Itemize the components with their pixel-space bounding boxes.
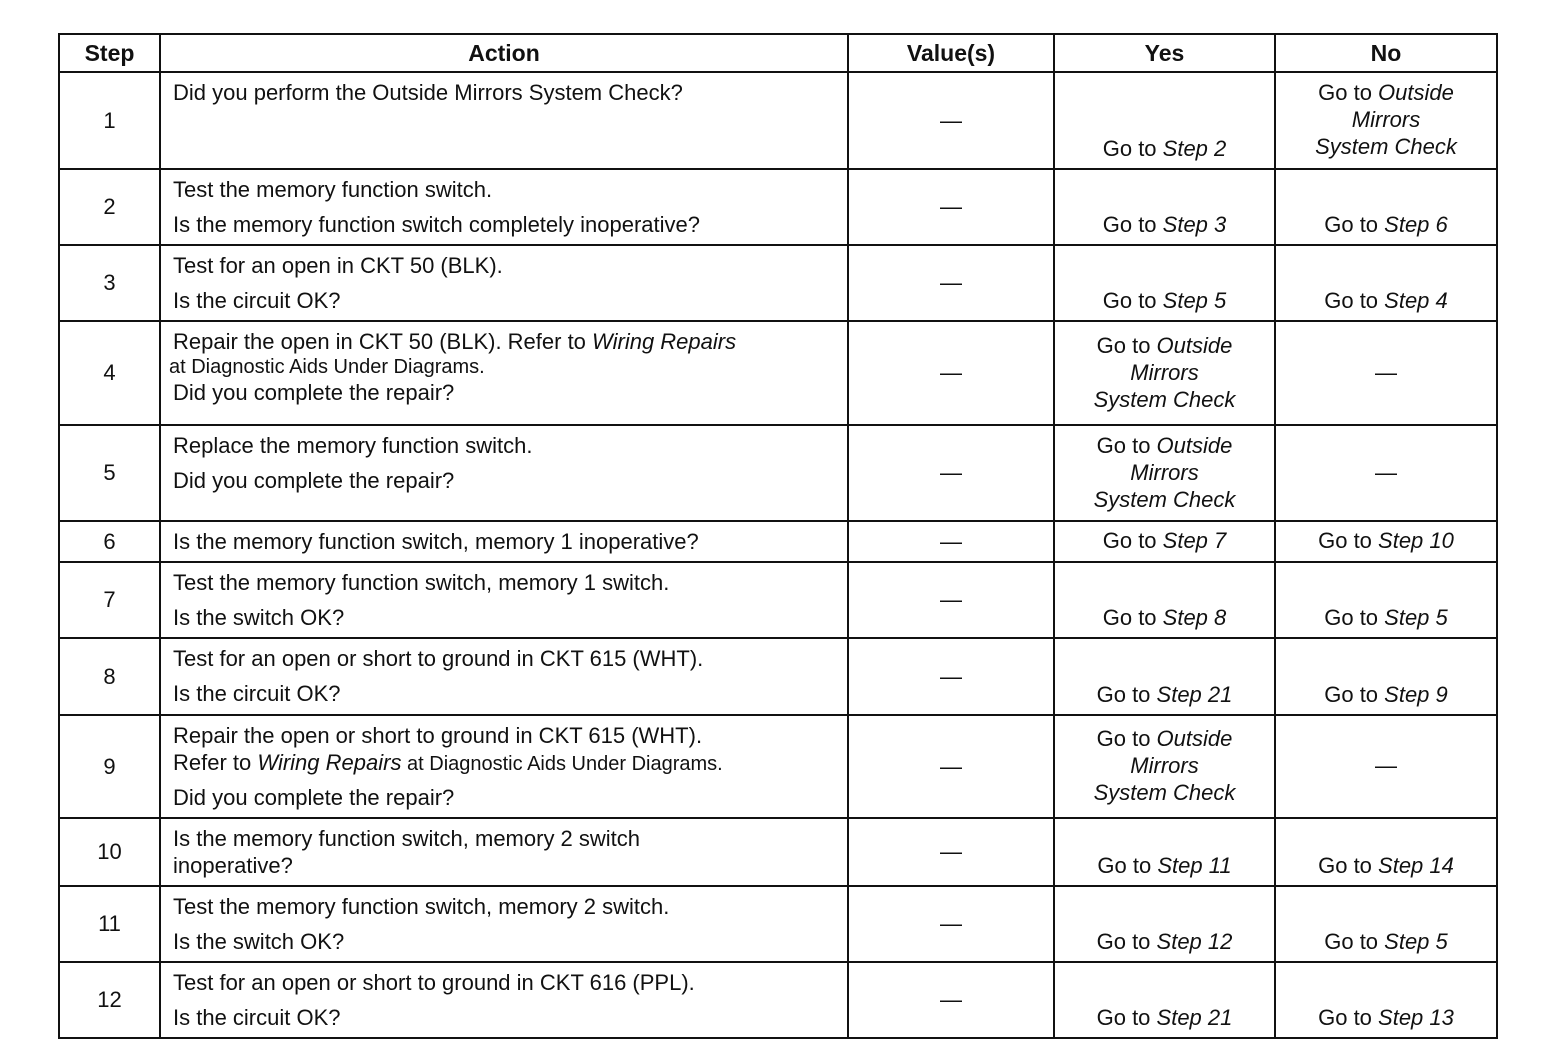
- yes-cell: [1054, 638, 1275, 715]
- value-dash: —: [848, 245, 1054, 321]
- go-to-text: Go to: [1102, 605, 1163, 630]
- action-cell: [160, 521, 848, 562]
- yes-cell: [1054, 72, 1275, 169]
- no-cell: [1275, 169, 1497, 245]
- yes-target-outside: Outside: [1156, 726, 1233, 751]
- action-question: Is the memory function switch, memory 2 switch: [173, 826, 641, 851]
- no-target: Step 9: [1384, 682, 1448, 707]
- table-row: [59, 638, 1497, 715]
- no-cell: [1275, 521, 1497, 562]
- go-to-text: Go to: [1096, 432, 1157, 458]
- step-number: 11: [59, 886, 160, 962]
- go-to-text: Go to: [1324, 929, 1385, 954]
- action-instruction: Test for an open or short to ground in CKT 615 (WHT).: [173, 646, 704, 671]
- step-number: 8: [59, 638, 160, 715]
- step-number: 7: [59, 562, 160, 638]
- step-number: 3: [59, 245, 160, 321]
- no-target-outside: Outside: [1378, 80, 1454, 105]
- no-dash: —: [1275, 425, 1497, 521]
- table-row: [59, 245, 1497, 321]
- no-target: Step 10: [1378, 528, 1454, 553]
- yes-cell: [1054, 886, 1275, 962]
- no-target: Step 5: [1384, 929, 1448, 954]
- action-cell: [160, 715, 848, 818]
- action-instruction: Test for an open in CKT 50 (BLK).: [173, 253, 503, 278]
- value-dash: —: [848, 962, 1054, 1038]
- yes-target: Step 21: [1156, 682, 1233, 707]
- action-question: Is the circuit OK?: [173, 288, 341, 313]
- action-question: Is the memory function switch completely inoperative?: [173, 212, 701, 237]
- action-instruction: Test the memory function switch, memory 1 switch.: [173, 570, 670, 595]
- no-target: Step 6: [1384, 212, 1448, 237]
- step-number: 6: [59, 521, 160, 562]
- wiring-repairs-ref: Wiring Repairs: [592, 329, 737, 354]
- no-target-system-check: System Check: [1315, 134, 1457, 159]
- action-instruction: Test for an open or short to ground in CKT 616 (PPL).: [173, 970, 695, 995]
- go-to-text: Go to: [1096, 726, 1157, 751]
- yes-target: Step 2: [1162, 136, 1227, 161]
- yes-target-outside: Outside: [1156, 332, 1233, 358]
- no-cell: [1275, 962, 1497, 1038]
- go-to-text: Go to: [1324, 605, 1385, 630]
- go-to-text: Go to: [1102, 528, 1163, 553]
- yes-target: Step 8: [1162, 605, 1227, 630]
- yes-target-mirrors: Mirrors: [1130, 753, 1199, 778]
- action-question: Is the circuit OK?: [173, 681, 341, 706]
- yes-cell: [1054, 521, 1275, 562]
- go-to-text: Go to: [1318, 1005, 1379, 1030]
- action-instruction: Replace the memory function switch.: [173, 433, 533, 458]
- diagnostic-table: [58, 33, 1498, 1039]
- yes-target-system-check: System Check: [1093, 486, 1236, 512]
- action-cell: [160, 425, 848, 521]
- table-row: [59, 886, 1497, 962]
- no-dash: —: [1275, 321, 1497, 425]
- value-dash: —: [848, 321, 1054, 425]
- go-to-text: Go to: [1324, 288, 1385, 313]
- step-number: 1: [59, 72, 160, 169]
- action-question: Is the memory function switch, memory 1 inoperative?: [173, 529, 699, 554]
- table-row: [59, 321, 1497, 425]
- value-dash: —: [848, 169, 1054, 245]
- table-row: [59, 818, 1497, 886]
- header-yes: Yes: [1054, 34, 1275, 72]
- no-cell: [1275, 638, 1497, 715]
- go-to-text: Go to: [1324, 682, 1385, 707]
- no-target: Step 13: [1378, 1005, 1454, 1030]
- go-to-text: Go to: [1102, 212, 1163, 237]
- yes-target: Step 21: [1156, 1005, 1233, 1030]
- step-number: 4: [59, 321, 160, 425]
- no-target: Step 4: [1384, 288, 1448, 313]
- go-to-text: Go to: [1102, 288, 1163, 313]
- table-row: [59, 425, 1497, 521]
- no-cell: [1275, 562, 1497, 638]
- table-row: [59, 72, 1497, 169]
- table-row: [59, 715, 1497, 818]
- action-reference: at Diagnostic Aids Under Diagrams.: [169, 356, 485, 378]
- action-cell: [160, 818, 848, 886]
- action-instruction: Repair the open in CKT 50 (BLK). Refer to: [173, 329, 593, 354]
- go-to-text: Go to: [1318, 853, 1379, 878]
- yes-target-system-check: System Check: [1093, 780, 1236, 805]
- action-instruction: Repair the open or short to ground in CKT 615 (WHT).: [173, 723, 703, 748]
- header-no: No: [1275, 34, 1497, 72]
- table-row: [59, 169, 1497, 245]
- value-dash: —: [848, 521, 1054, 562]
- yes-cell: [1054, 562, 1275, 638]
- yes-target: Step 7: [1162, 528, 1227, 553]
- header-action: Action: [160, 34, 848, 72]
- action-cell: [160, 962, 848, 1038]
- go-to-text: Go to: [1318, 528, 1379, 553]
- go-to-text: Go to: [1096, 1005, 1157, 1030]
- yes-cell: [1054, 321, 1275, 425]
- yes-target: Step 3: [1162, 212, 1227, 237]
- value-dash: —: [848, 818, 1054, 886]
- action-reference: at Diagnostic Aids Under Diagrams.: [401, 753, 723, 775]
- wiring-repairs-ref: Wiring Repairs: [257, 750, 402, 775]
- action-cell: [160, 638, 848, 715]
- table-row: [59, 962, 1497, 1038]
- action-cell: [160, 72, 848, 169]
- action-cell: [160, 169, 848, 245]
- action-question: Is the switch OK?: [173, 929, 345, 954]
- yes-target-mirrors: Mirrors: [1130, 359, 1199, 385]
- yes-cell: [1054, 425, 1275, 521]
- go-to-text: Go to: [1324, 212, 1385, 237]
- action-question: Is the circuit OK?: [173, 1005, 341, 1030]
- value-dash: —: [848, 886, 1054, 962]
- action-refer: Refer to: [173, 750, 258, 775]
- yes-target: Step 5: [1162, 288, 1227, 313]
- yes-target: Step 11: [1157, 853, 1232, 878]
- step-number: 10: [59, 818, 160, 886]
- value-dash: —: [848, 562, 1054, 638]
- no-dash: —: [1275, 715, 1497, 818]
- no-cell: [1275, 245, 1497, 321]
- yes-target-outside: Outside: [1156, 432, 1233, 458]
- header-values: Value(s): [848, 34, 1054, 72]
- action-question: Did you complete the repair?: [173, 785, 455, 810]
- value-dash: —: [848, 715, 1054, 818]
- yes-cell: [1054, 245, 1275, 321]
- no-target: Step 14: [1378, 853, 1454, 878]
- yes-target-mirrors: Mirrors: [1130, 459, 1199, 485]
- header-row: [59, 34, 1497, 72]
- value-dash: —: [848, 425, 1054, 521]
- header-step: Step: [59, 34, 160, 72]
- action-instruction: Test the memory function switch.: [173, 177, 493, 202]
- no-cell: [1275, 72, 1497, 169]
- value-dash: —: [848, 638, 1054, 715]
- yes-cell: [1054, 818, 1275, 886]
- step-number: 9: [59, 715, 160, 818]
- action-question: Did you perform the Outside Mirrors System Check?: [173, 80, 683, 105]
- table-row: [59, 562, 1497, 638]
- no-cell: [1275, 886, 1497, 962]
- no-target: Step 5: [1384, 605, 1448, 630]
- action-cell: [160, 886, 848, 962]
- value-dash: —: [848, 72, 1054, 169]
- yes-cell: [1054, 169, 1275, 245]
- action-question: Did you complete the repair?: [173, 380, 455, 405]
- go-to-text: Go to: [1102, 136, 1163, 161]
- action-instruction: Test the memory function switch, memory 2 switch.: [173, 894, 670, 919]
- no-target-mirrors: Mirrors: [1351, 107, 1421, 132]
- yes-cell: [1054, 715, 1275, 818]
- table-row: [59, 521, 1497, 562]
- action-cell: [160, 321, 848, 425]
- no-cell: [1275, 818, 1497, 886]
- go-to-text: Go to: [1318, 80, 1379, 105]
- step-number: 2: [59, 169, 160, 245]
- action-cell: [160, 562, 848, 638]
- go-to-text: Go to: [1096, 929, 1157, 954]
- yes-target-system-check: System Check: [1093, 386, 1236, 412]
- action-question-cont: inoperative?: [173, 853, 293, 878]
- action-question: Is the switch OK?: [173, 605, 345, 630]
- go-to-text: Go to: [1096, 332, 1157, 358]
- go-to-text: Go to: [1097, 853, 1158, 878]
- yes-cell: [1054, 962, 1275, 1038]
- action-cell: [160, 245, 848, 321]
- action-question: Did you complete the repair?: [173, 468, 455, 493]
- step-number: 12: [59, 962, 160, 1038]
- step-number: 5: [59, 425, 160, 521]
- yes-target: Step 12: [1156, 929, 1233, 954]
- go-to-text: Go to: [1096, 682, 1157, 707]
